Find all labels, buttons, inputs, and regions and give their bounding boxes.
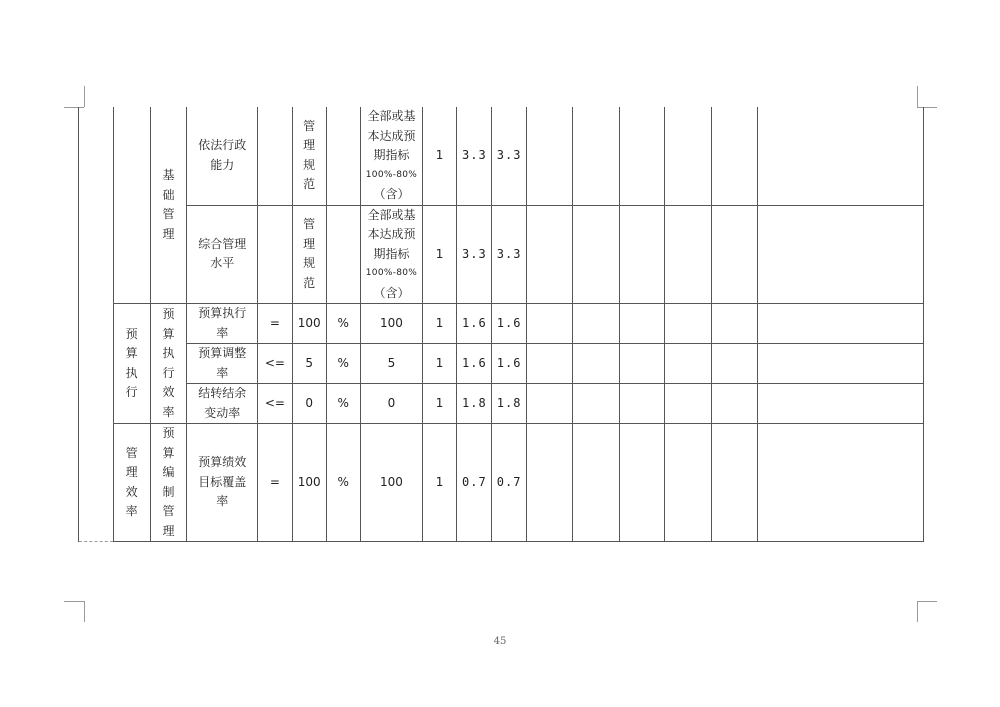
empty-cell xyxy=(712,107,758,205)
crop-mark xyxy=(917,601,937,602)
indicator-cell: 预算调整率 xyxy=(187,344,258,384)
weight-cell: 1 xyxy=(422,205,457,304)
empty-cell xyxy=(527,344,573,384)
score-cell: 0.7 xyxy=(492,424,527,542)
indicator-cell: 预算执行率 xyxy=(187,304,258,344)
empty-cell xyxy=(712,304,758,344)
score-cell: 1.6 xyxy=(457,304,492,344)
table-row xyxy=(79,344,924,384)
empty-cell xyxy=(573,424,620,542)
weight-cell: 1 xyxy=(422,107,457,205)
performance-table xyxy=(78,107,924,542)
empty-cell xyxy=(527,424,573,542)
unit-cell: % xyxy=(326,304,361,344)
standard-cell: 5 xyxy=(361,344,422,384)
empty-cell xyxy=(758,304,924,344)
indicator-cell: 结转结余变动率 xyxy=(187,384,258,424)
level2-cell: 预算执行效率 xyxy=(150,304,187,424)
indicator-cell: 综合管理水平 xyxy=(187,205,258,304)
weight-cell: 1 xyxy=(422,384,457,424)
crop-mark xyxy=(84,601,85,622)
empty-cell xyxy=(527,107,573,205)
weight-cell: 1 xyxy=(422,424,457,542)
unit-cell xyxy=(326,205,361,304)
operator-cell: <= xyxy=(257,344,292,384)
table-row xyxy=(79,107,924,205)
unit-cell: % xyxy=(326,384,361,424)
target-cell: 0 xyxy=(292,384,326,424)
standard-cell: 全部或基 本达成预 期指标 100%-80% （含） xyxy=(361,205,422,304)
level2-cell: 预算编制管理 xyxy=(150,424,187,542)
empty-cell xyxy=(665,344,712,384)
level1-cell: 预算执行 xyxy=(113,304,150,424)
score-cell: 3.3 xyxy=(492,205,527,304)
crop-mark xyxy=(917,601,918,622)
empty-cell xyxy=(665,205,712,304)
level2-cell: 基础管理 xyxy=(150,107,187,304)
empty-cell xyxy=(620,384,665,424)
page-number: 45 xyxy=(493,636,507,647)
empty-cell xyxy=(620,304,665,344)
operator-cell xyxy=(257,107,292,205)
empty-cell xyxy=(758,205,924,304)
empty-cell xyxy=(712,344,758,384)
empty-cell xyxy=(573,107,620,205)
score-cell: 3.3 xyxy=(457,205,492,304)
empty-cell xyxy=(573,304,620,344)
score-cell: 3.3 xyxy=(457,107,492,205)
standard-cell: 0 xyxy=(361,384,422,424)
score-cell: 1.6 xyxy=(492,304,527,344)
empty-cell xyxy=(527,205,573,304)
score-cell: 1.6 xyxy=(492,344,527,384)
standard-cell: 100 xyxy=(361,424,422,542)
empty-cell xyxy=(758,344,924,384)
unit-cell: % xyxy=(326,344,361,384)
empty-cell xyxy=(665,384,712,424)
target-cell: 5 xyxy=(292,344,326,384)
empty-cell xyxy=(573,384,620,424)
crop-mark xyxy=(64,601,84,602)
crop-mark xyxy=(917,86,918,107)
empty-cell xyxy=(620,344,665,384)
weight-cell: 1 xyxy=(422,344,457,384)
score-cell: 1.8 xyxy=(492,384,527,424)
score-cell: 1.6 xyxy=(457,344,492,384)
target-cell: 管理规范 xyxy=(292,205,326,304)
crop-mark xyxy=(84,86,85,107)
empty-cell xyxy=(758,107,924,205)
target-cell: 100 xyxy=(292,304,326,344)
empty-cell xyxy=(712,384,758,424)
table-row xyxy=(79,424,924,542)
empty-cell xyxy=(620,424,665,542)
empty-cell xyxy=(620,107,665,205)
empty-cell xyxy=(758,424,924,542)
empty-cell xyxy=(527,304,573,344)
table-row xyxy=(79,205,924,304)
empty-cell xyxy=(573,344,620,384)
weight-cell: 1 xyxy=(422,304,457,344)
empty-cell xyxy=(758,384,924,424)
table-row xyxy=(79,384,924,424)
empty-cell xyxy=(712,424,758,542)
empty-cell xyxy=(573,205,620,304)
score-cell: 1.8 xyxy=(457,384,492,424)
empty-cell xyxy=(712,205,758,304)
unit-cell xyxy=(326,107,361,205)
level1-cell xyxy=(113,107,150,304)
empty-cell xyxy=(665,107,712,205)
operator-cell: = xyxy=(257,424,292,542)
standard-cell: 100 xyxy=(361,304,422,344)
score-cell: 3.3 xyxy=(492,107,527,205)
indicator-cell: 预算绩效目标覆盖率 xyxy=(187,424,258,542)
table-row xyxy=(79,304,924,344)
empty-cell xyxy=(665,304,712,344)
operator-cell: = xyxy=(257,304,292,344)
operator-cell xyxy=(257,205,292,304)
target-cell: 100 xyxy=(292,424,326,542)
score-cell: 0.7 xyxy=(457,424,492,542)
unit-cell: % xyxy=(326,424,361,542)
indicator-cell: 依法行政能力 xyxy=(187,107,258,205)
empty-cell xyxy=(620,205,665,304)
target-cell: 管理规范 xyxy=(292,107,326,205)
empty-cell xyxy=(527,384,573,424)
level1-cell: 管理效率 xyxy=(113,424,150,542)
blank-cell xyxy=(79,107,114,542)
empty-cell xyxy=(665,424,712,542)
standard-cell: 全部或基 本达成预 期指标 100%-80% （含） xyxy=(361,107,422,205)
operator-cell: <= xyxy=(257,384,292,424)
